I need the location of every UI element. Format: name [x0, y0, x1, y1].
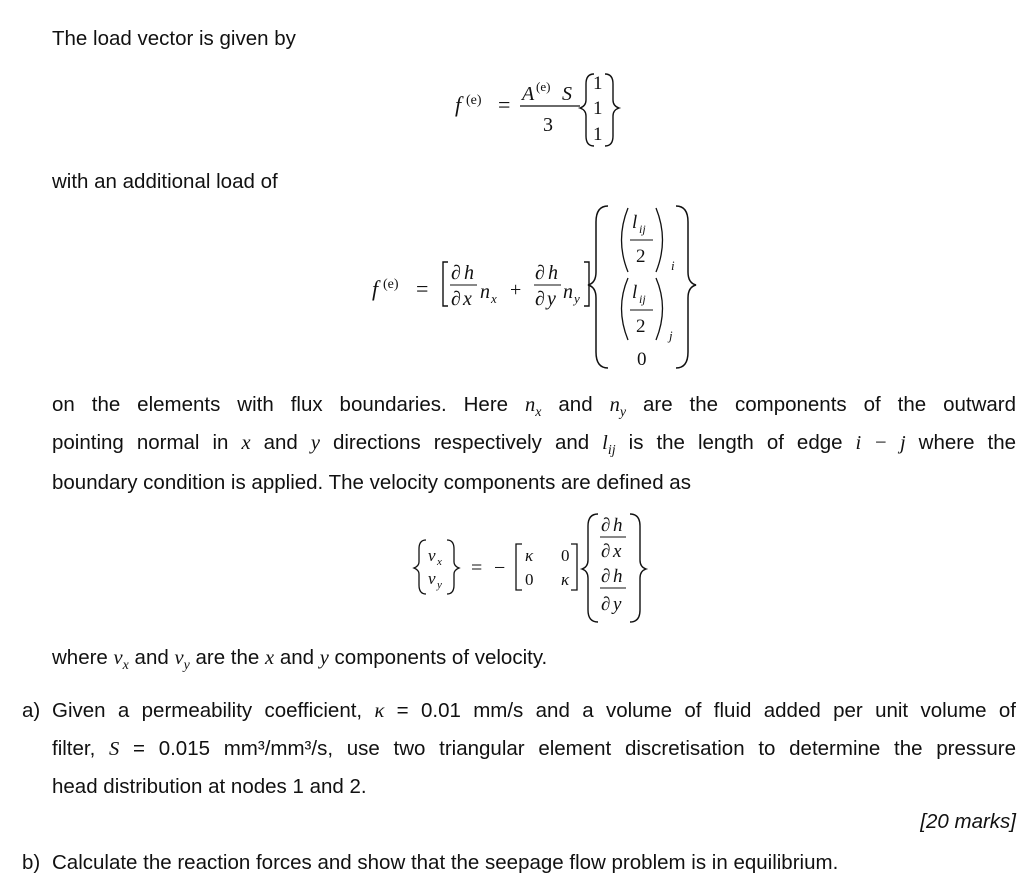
part-b-text: Calculate the reaction forces and show that the seepage flow problem is in equilibrium.	[52, 851, 839, 874]
para1-line1-a: on the elements with flux boundaries. Here	[52, 393, 509, 416]
eq2-sub-j: j	[669, 328, 673, 343]
eq2-l2: l	[632, 282, 638, 303]
eq3-v-right-brace	[447, 540, 459, 594]
ny-sub: y	[619, 405, 627, 421]
vy-symbol	[174, 647, 190, 674]
marks-label: [20 marks]	[920, 810, 1016, 833]
eq2-d4: ∂	[535, 288, 545, 310]
para1-line2-a: pointing normal in	[52, 431, 229, 454]
eq2-sub-i: i	[671, 258, 675, 273]
para1-line2-b: and	[263, 431, 298, 454]
eq3-equals: =	[471, 557, 483, 579]
eq3-d1: ∂	[601, 515, 611, 536]
eq3-h2: h	[613, 566, 623, 587]
where-a: where	[52, 646, 108, 669]
eq2-nx-sub: x	[491, 291, 497, 306]
eq1-f: f	[455, 92, 462, 117]
para1-line1-b: and	[558, 393, 593, 416]
ny-n: n	[609, 394, 620, 416]
eq2-d1: ∂	[451, 262, 461, 284]
part-a-label: a)	[22, 699, 41, 722]
eq2-l1: l	[632, 212, 638, 233]
eq2-nx: n	[480, 281, 490, 303]
eq3-x: x	[613, 541, 622, 562]
para1-line2-c: directions respectively and	[332, 431, 590, 454]
eq1-A: A	[522, 83, 535, 105]
where-y: y	[319, 647, 329, 669]
y-symbol: y	[310, 432, 320, 454]
eq3-minus: −	[494, 557, 506, 579]
eq3-k22: κ	[561, 570, 570, 589]
eq2-l1-sub: ij	[639, 222, 646, 236]
nx-sub: x	[535, 405, 542, 421]
eq2-l2-sub: ij	[639, 292, 646, 306]
eq3-vy-v: v	[428, 569, 436, 588]
eq1-equals: =	[498, 92, 511, 117]
x-symbol: x	[241, 432, 251, 454]
eq2-d3: ∂	[535, 262, 545, 284]
part-a-line2-b: = 0.015 mm³/mm³/s, use two triangular element discretisation to determine the pressure	[133, 737, 1017, 760]
eq3-h1: h	[613, 515, 623, 536]
part-a-line2-a: filter,	[52, 737, 96, 760]
eq3-d2: ∂	[601, 541, 611, 562]
part-a-line1-b: = 0.01 mm/s and a volume of fluid added per unit volume of	[396, 699, 1016, 722]
eq1-vec-1: 1	[593, 73, 603, 94]
vy-sub: y	[183, 658, 190, 674]
part-a-line2	[52, 737, 1016, 762]
vy-v: v	[174, 647, 184, 669]
vx-sub: x	[122, 658, 129, 674]
eq2-d2: ∂	[451, 288, 461, 310]
para1-line2-d: is the length of edge	[628, 431, 843, 454]
additional-load-text: with an additional load of	[52, 170, 278, 193]
eq2-zero: 0	[637, 349, 647, 370]
where-d: and	[279, 646, 315, 669]
eq2-x: x	[463, 288, 472, 310]
para1-line2-e: where the	[918, 431, 1017, 454]
part-a-line1	[52, 699, 1016, 724]
para1-line3: boundary condition is applied. The velocity components are defined as	[52, 471, 691, 494]
eq3-v-left-brace	[414, 540, 426, 594]
part-a-line3: head distribution at nodes 1 and 2.	[52, 775, 367, 798]
part-b-label: b)	[22, 851, 41, 874]
eq1-S: S	[562, 83, 572, 105]
para1-line1-c: are the components of the outward	[642, 393, 1017, 416]
eq3-k12: 0	[561, 546, 570, 565]
eq3-grad-right-brace	[630, 514, 646, 622]
where-e: components of velocity.	[334, 646, 548, 669]
eq3-grad-left-brace	[582, 514, 598, 622]
eq3-y: y	[613, 594, 622, 615]
nx-n: n	[525, 394, 536, 416]
eq3-k21: 0	[525, 570, 534, 589]
eq3-k-right-bracket	[571, 544, 577, 590]
part-a-line1-a: Given a permeability coefficient,	[52, 699, 363, 722]
eq2-f: f	[372, 276, 379, 301]
eq1-A-sup: (e)	[536, 79, 551, 94]
i-minus-j-symbol: i − j	[855, 432, 906, 454]
eq3-vx-sub: x	[437, 556, 442, 568]
s-symbol: S	[109, 738, 120, 760]
eq1-vec-2: 1	[593, 98, 603, 119]
eq3-k11: κ	[525, 546, 534, 565]
vx-symbol	[113, 647, 129, 674]
intro-text: The load vector is given by	[52, 27, 296, 50]
eq1-vec-3: 1	[593, 124, 603, 145]
eq2-h1: h	[464, 262, 474, 284]
vx-v: v	[113, 647, 123, 669]
eq2-sup: (e)	[383, 277, 399, 292]
eq2-y: y	[547, 288, 556, 310]
eq2-equals: =	[416, 276, 429, 301]
eq3-d4: ∂	[601, 594, 611, 615]
eq3-d3: ∂	[601, 566, 611, 587]
eq3-vy-sub: y	[437, 579, 442, 591]
eq2-h2: h	[548, 262, 558, 284]
eq2-two1: 2	[636, 246, 646, 267]
where-c: are the	[195, 646, 260, 669]
lij-l: l	[602, 432, 608, 454]
eq1-denominator: 3	[543, 114, 553, 136]
where-b: and	[134, 646, 169, 669]
where-x: x	[265, 647, 275, 669]
where-line	[52, 646, 548, 674]
eq1-sup: (e)	[466, 93, 482, 108]
eq2-two2: 2	[636, 316, 646, 337]
lij-sub: ij	[607, 443, 616, 459]
eq3-k-left-bracket	[516, 544, 522, 590]
eq2-plus: +	[510, 279, 522, 301]
eq2-ny-sub: y	[574, 291, 580, 306]
kappa-symbol: κ	[374, 700, 385, 722]
eq3-vx-v: v	[428, 546, 436, 565]
eq2-ny: n	[563, 281, 573, 303]
